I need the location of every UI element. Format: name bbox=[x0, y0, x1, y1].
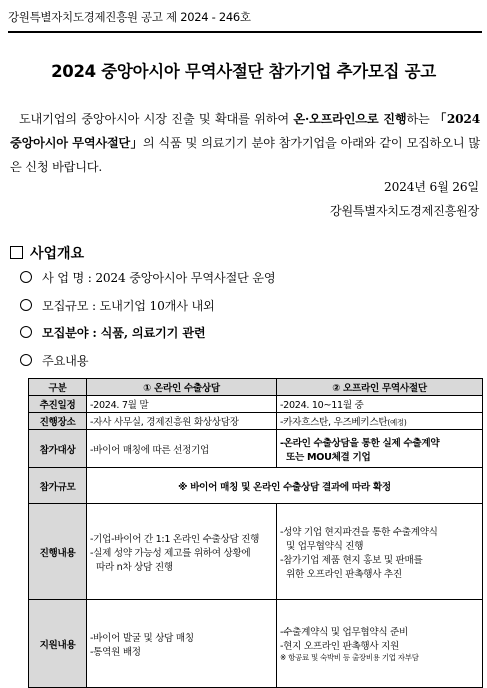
announcement-date: 2024년 6월 26일 bbox=[384, 180, 479, 194]
target-offline bbox=[277, 430, 483, 468]
overview-item-text: 주요내용 bbox=[42, 354, 89, 368]
table-row-scale bbox=[29, 468, 483, 504]
row-label: 진행내용 bbox=[29, 504, 87, 600]
title-rule bbox=[8, 31, 482, 33]
document-number: 강원특별자치도경제진흥원 공고 제 2024 - 246호 bbox=[8, 10, 251, 24]
issuer-name: 강원특별자치도경제진흥원장 bbox=[329, 204, 479, 218]
program-detail-table bbox=[28, 378, 483, 688]
checkbox-icon bbox=[10, 246, 23, 259]
support-online-line: -통역원 배정 bbox=[90, 646, 141, 658]
process-online-line: -기업-바이어 간 1:1 온라인 수출상담 진행 bbox=[90, 533, 260, 545]
target-offline-line: 또는 MOU체결 기업 bbox=[286, 451, 371, 463]
row-label: 참가규모 bbox=[29, 468, 87, 504]
overview-item-text: 모집규모 : 도내기업 10개사 내외 bbox=[42, 299, 215, 313]
venue-online: -자사 사무실, 경제진흥원 화상상담장 bbox=[87, 413, 277, 430]
scale-merged: ※ 바이어 매칭 및 온라인 수출상담 결과에 따라 확정 bbox=[87, 468, 483, 504]
intro-text-2: 하는 bbox=[406, 112, 435, 126]
table-row-support bbox=[29, 600, 483, 688]
process-offline-line: -참가기업 제품 현지 홍보 및 판매를 bbox=[280, 554, 423, 566]
row-label: 참가대상 bbox=[29, 430, 87, 468]
process-online bbox=[87, 504, 277, 600]
intro-highlight-program: 「2024 중앙아시아 무역사절단」 bbox=[10, 112, 480, 150]
intro-text-3: 의 식품 및 의료기기 분야 참가기업을 아래와 같이 모집하오니 많은 신청 바랍니다. bbox=[10, 136, 480, 174]
venue-offline bbox=[277, 413, 483, 430]
process-offline bbox=[277, 504, 483, 600]
schedule-offline: -2024. 10~11월 중 bbox=[277, 396, 483, 413]
overview-item-field bbox=[20, 324, 205, 341]
circle-bullet-icon bbox=[20, 299, 32, 311]
header-category: 구분 bbox=[29, 379, 87, 396]
intro-text-1: 도내기업의 중앙아시아 시장 진출 및 확대를 위하여 bbox=[18, 112, 294, 126]
table-row-process bbox=[29, 504, 483, 600]
support-offline-line: -수출계약식 및 업무협약식 준비 bbox=[280, 627, 408, 638]
overview-item-contents bbox=[20, 352, 88, 369]
overview-item-text: 사 업 명 : 2024 중앙아시아 무역사절단 운영 bbox=[42, 271, 276, 285]
circle-bullet-icon bbox=[20, 271, 32, 283]
process-online-line: 따라 n차 상담 진행 bbox=[96, 561, 173, 573]
support-offline bbox=[277, 600, 483, 688]
process-offline-line: 위한 오프라인 판촉행사 추진 bbox=[286, 568, 402, 580]
table-header-row bbox=[29, 379, 483, 396]
circle-bullet-icon bbox=[20, 326, 32, 338]
section-heading bbox=[10, 243, 84, 263]
target-offline-line: -온라인 수출상담을 통한 실제 수출계약 bbox=[280, 437, 440, 449]
support-online bbox=[87, 600, 277, 688]
process-offline-line: -성약 기업 현지파견을 통한 수출계약식 bbox=[280, 526, 438, 538]
row-label: 추진일정 bbox=[29, 396, 87, 413]
target-online: -바이어 매칭에 따른 선정기업 bbox=[87, 430, 277, 468]
document-title: 2024 중앙아시아 무역사절단 참가기업 추가모집 공고 bbox=[51, 62, 436, 81]
table-row-schedule bbox=[29, 396, 483, 413]
venue-offline-note: (예정) bbox=[387, 418, 407, 427]
circle-bullet-icon bbox=[20, 354, 32, 366]
header-offline: ② 오프라인 무역사절단 bbox=[277, 379, 483, 396]
overview-item-scale bbox=[20, 297, 215, 314]
header-online: ① 온라인 수출상담 bbox=[87, 379, 277, 396]
venue-offline-main: -카자흐스탄, 우즈베키스탄 bbox=[280, 417, 388, 428]
intro-highlight-online-offline: 온·오프라인으로 진행 bbox=[293, 112, 407, 126]
overview-item-text: 모집분야 : 식품, 의료기기 관련 bbox=[42, 326, 206, 340]
section-heading-text: 사업개요 bbox=[30, 246, 85, 262]
schedule-online: -2024. 7월 말 bbox=[87, 396, 277, 413]
process-online-line: -실제 성약 가능성 제고를 위하여 상황에 bbox=[90, 547, 251, 559]
table-row-venue bbox=[29, 413, 483, 430]
row-label: 지원내용 bbox=[29, 600, 87, 688]
process-offline-line: 및 업무협약식 진행 bbox=[286, 540, 364, 552]
table-row-target bbox=[29, 430, 483, 468]
row-label: 진행장소 bbox=[29, 413, 87, 430]
overview-item-name bbox=[20, 269, 275, 286]
intro-paragraph bbox=[10, 107, 480, 179]
support-offline-note: ※ 항공료 및 숙박비 등 출장비용 기업 자부담 bbox=[280, 653, 419, 662]
support-online-line: -바이어 발굴 및 상담 매칭 bbox=[90, 632, 194, 644]
support-offline-line: -현지 오프라인 판촉행사 지원 bbox=[280, 641, 400, 652]
